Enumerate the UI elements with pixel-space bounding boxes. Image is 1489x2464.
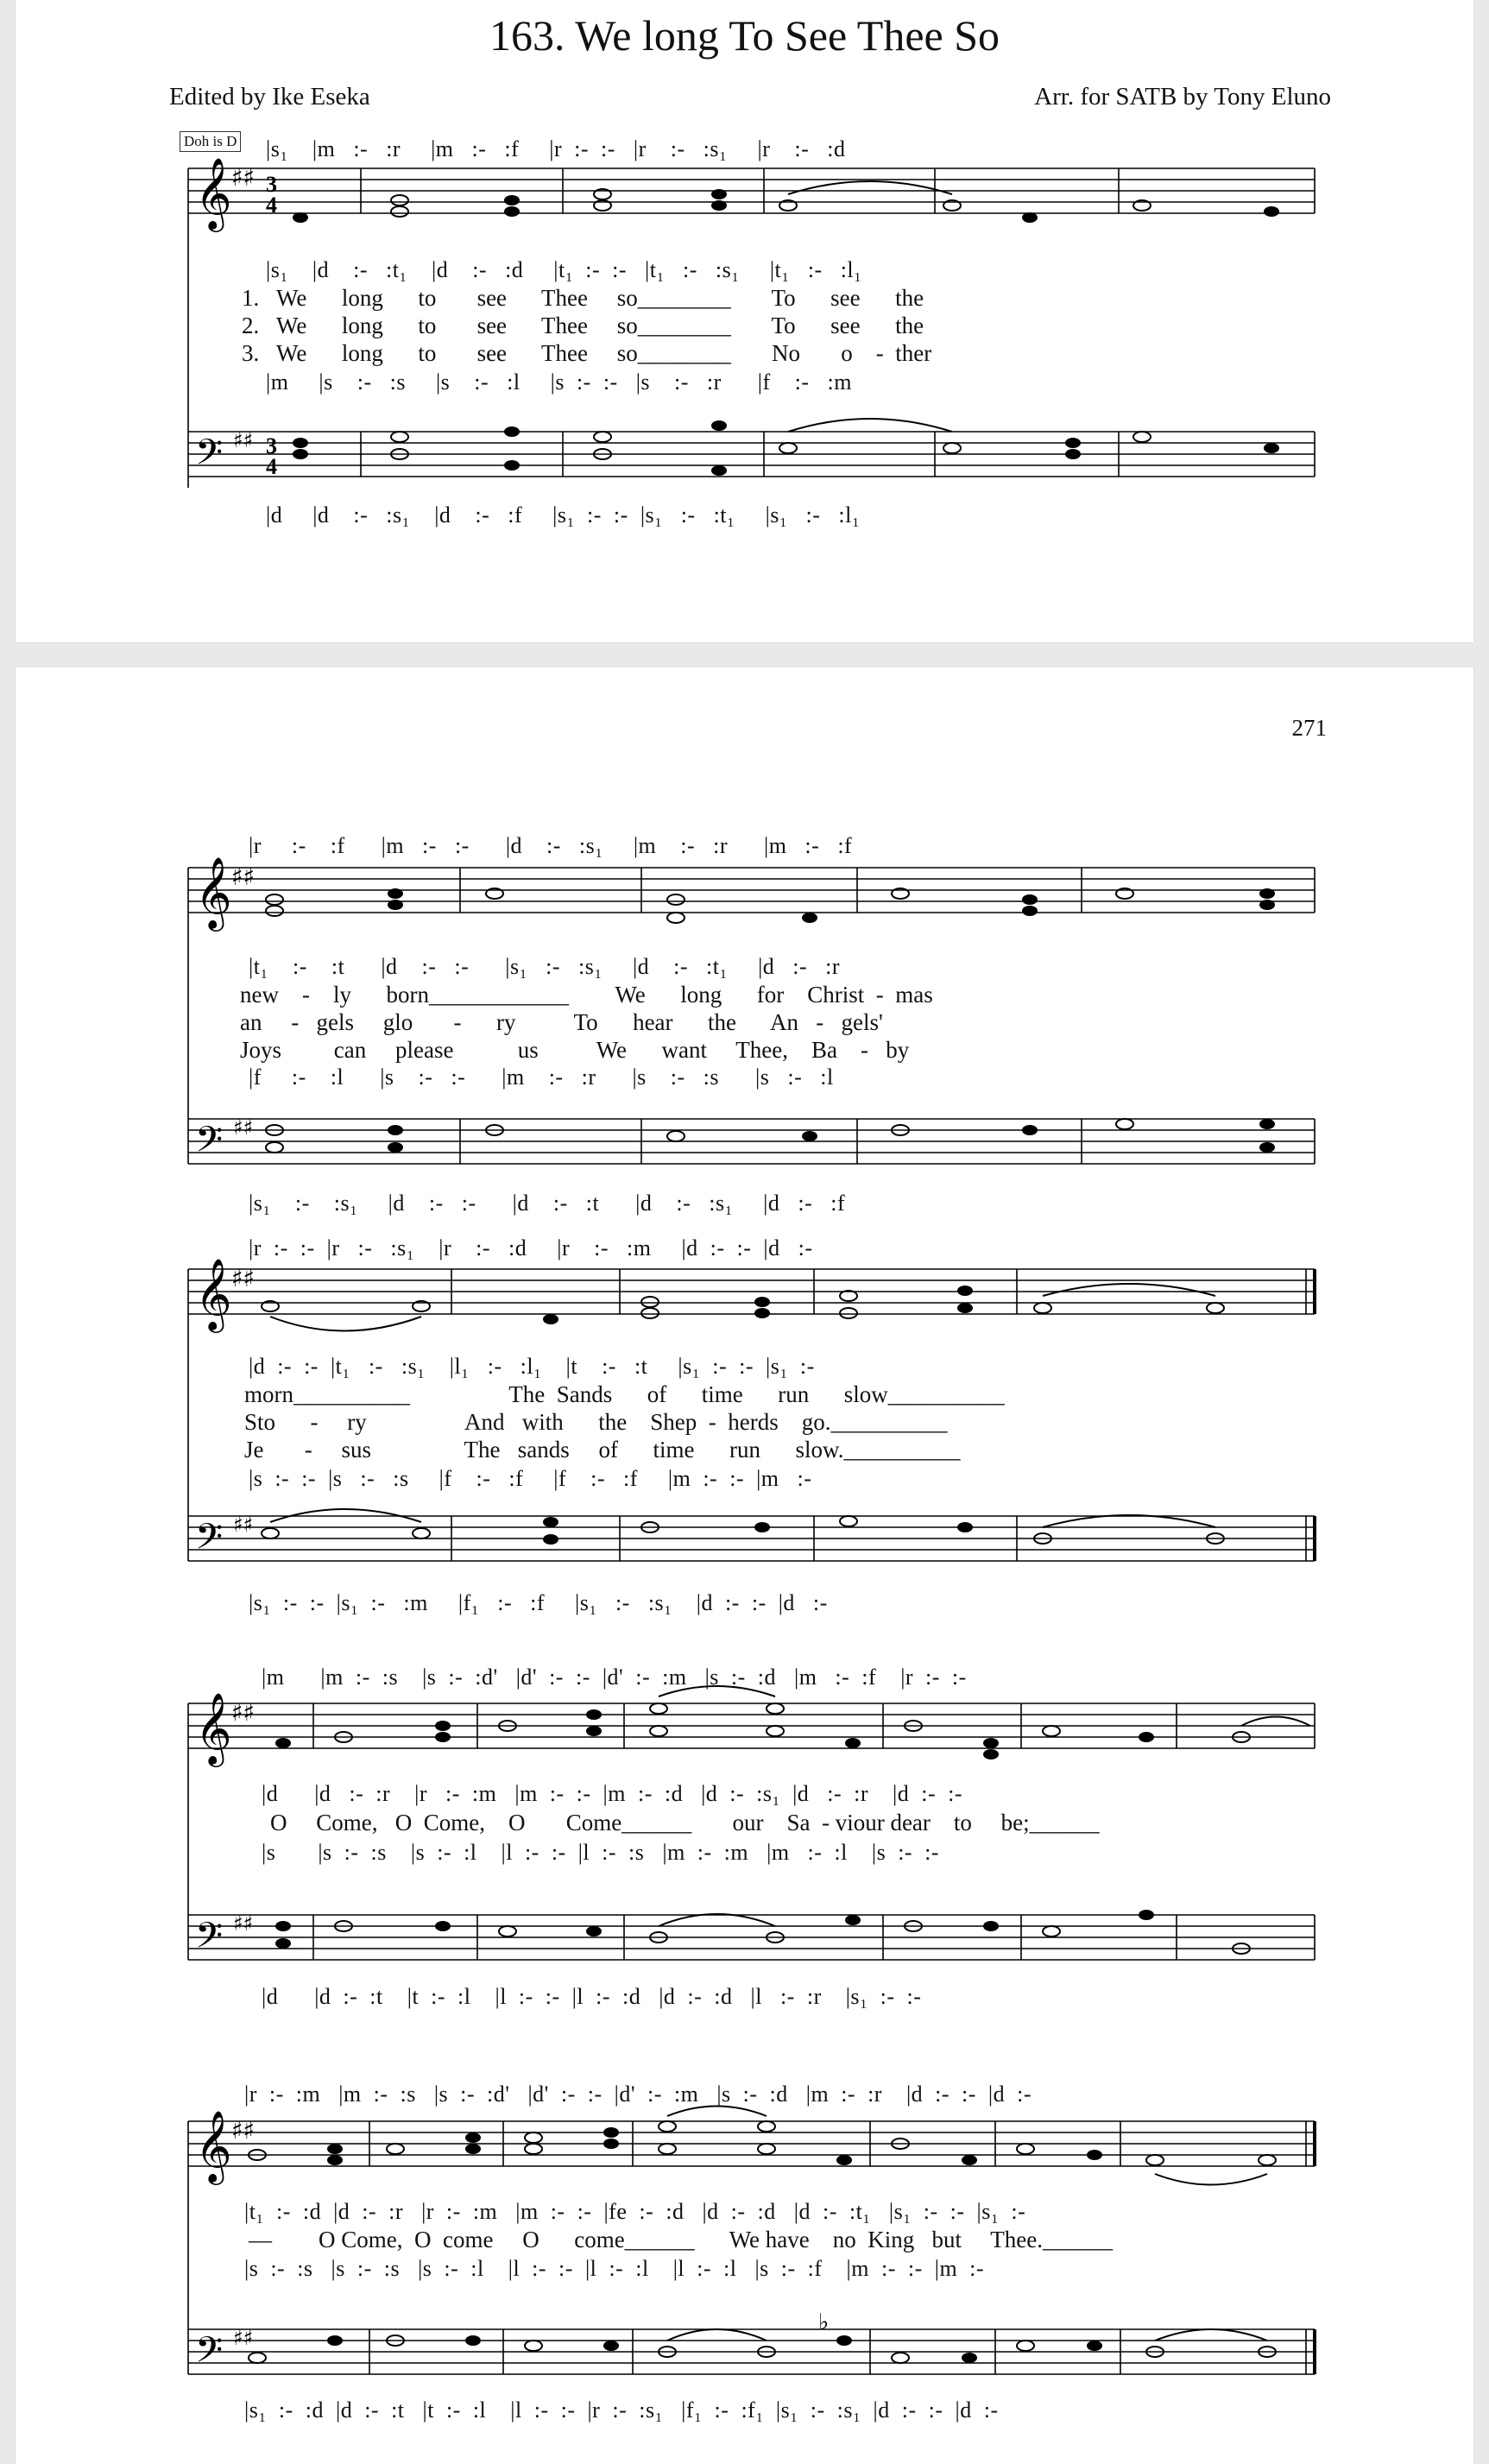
verse-2-lyrics: an - gels glo - ry To hear the An - gels' xyxy=(240,1009,883,1035)
svg-text:3: 3 xyxy=(266,172,277,197)
svg-text:3: 3 xyxy=(266,433,277,458)
bass-key-sharps-icon: ♯♯ xyxy=(233,427,254,452)
bass-clef-icon: 𝄢 xyxy=(195,1516,224,1566)
verse-3-lyrics: 3. We long to see Thee so________ No o - ther xyxy=(242,340,932,366)
bass-staff-3 xyxy=(188,1516,1315,1561)
svg-text:4: 4 xyxy=(266,454,277,479)
verse-1-lyrics: new - ly born____________ We long for Christ - mas xyxy=(240,982,933,1008)
key-sharps-icon: ♯♯ xyxy=(231,1264,256,1292)
alto-solfa: |t₁ :- :t |d :- :- |s₁ :- :s₁ |d :- :t₁ |d :- :r xyxy=(249,954,841,979)
bass-solfa: |s₁ :- :s₁ |d :- :- |d :- :t |d :- :s₁ |d :- :f xyxy=(249,1191,846,1216)
score-page-2 xyxy=(16,667,1473,2464)
treble-clef-icon: 𝄞 xyxy=(195,1691,232,1764)
tenor-solfa: |f :- :l |s :- :- |m :- :r |s :- :s |s :- :l xyxy=(249,1065,834,1090)
verse-3-lyrics: Je - sus The sands of time run slow.__________ xyxy=(244,1437,961,1463)
editor-credit: Edited by Ike Eseka xyxy=(169,83,370,111)
alto-solfa: |s₁ |d :- :t₁ |d :- :d |t₁ :- :- |t₁ :- :s₁ |t₁ :- :l₁ xyxy=(266,257,862,282)
soprano-solfa: |r :- :f |m :- :- |d :- :s₁ |m :- :r |m :- :f xyxy=(249,833,853,858)
bass-solfa: |s₁ :- :- |s₁ :- :m |f₁ :- :f |s₁ :- :s₁ |d :- :- |d :- xyxy=(249,1590,828,1615)
key-signature-box: Doh is D xyxy=(180,131,241,152)
bass-key-sharps-icon: ♯♯ xyxy=(233,1115,254,1140)
alto-solfa: |d |d :- :r |r :- :m |m :- :- |m :- :d |d :- :s₁ |d :- :r |d :- :- xyxy=(262,1781,963,1806)
verse-2-lyrics: Sto - ry And with the Shep - herds go.__________ xyxy=(244,1409,948,1435)
verse-1-lyrics: morn__________ The Sands of time run slow__________ xyxy=(244,1381,1005,1407)
bass-solfa: |s₁ :- :d |d :- :t |t :- :l |l :- :- |r :- :s₁ |f₁ :- :f₁ |s₁ :- :s₁ |d :- :- |d :- xyxy=(244,2398,999,2423)
key-sharps-icon: ♯♯ xyxy=(231,1698,256,1727)
bass-staff-4 xyxy=(188,1915,1315,1960)
page-number: 271 xyxy=(1291,715,1327,741)
bass-solfa: |d |d :- :t |t :- :l |l :- :- |l :- :d |d :- :d |l :- :r |s₁ :- :- xyxy=(262,1984,922,2009)
bass-key-sharps-icon: ♯♯ xyxy=(233,2325,254,2350)
bass-solfa: |d |d :- :s₁ |d :- :f |s₁ :- :- |s₁ :- :t₁ |s₁ :- :l₁ xyxy=(266,502,861,528)
treble-clef-icon: 𝄞 xyxy=(195,1257,232,1330)
bass-staff xyxy=(188,432,1315,477)
soprano-solfa: |r :- :m |m :- :s |s :- :d' |d' :- :- |d' :- :m |s :- :d |m :- :r |d :- :- |d :- xyxy=(244,2082,1032,2107)
tenor-solfa: |m |s :- :s |s :- :l |s :- :- |s :- :r |f :- :m xyxy=(266,370,852,395)
bass-clef-icon: 𝄢 xyxy=(195,1915,224,1965)
bass-key-sharps-icon: ♯♯ xyxy=(233,1512,254,1537)
hymn-title: 163. We long To See Thee So xyxy=(489,11,1000,60)
verse-3-lyrics: Joys can please us We want Thee, Ba - by xyxy=(240,1037,910,1063)
key-sharps-icon: ♯♯ xyxy=(231,2116,256,2145)
bass-clef-icon: 𝄢 xyxy=(195,432,224,482)
tenor-solfa: |s :- :- |s :- :s |f :- :f |f :- :f |m :- :- |m :- xyxy=(249,1466,812,1491)
bass-clef-icon: 𝄢 xyxy=(195,2329,224,2379)
chorus-lyrics: — O Come, O come O come______ We have no King but Thee.______ xyxy=(249,2227,1113,2252)
soprano-solfa: |r :- :- |r :- :s₁ |r :- :d |r :- :m |d :- :- |d :- xyxy=(249,1235,813,1260)
alto-solfa: |t₁ :- :d |d :- :r |r :- :m |m :- :- |fe :- :d |d :- :d |d :- :t₁ |s₁ :- :- |s₁ :- xyxy=(244,2199,1026,2224)
verse-1-lyrics: 1. We long to see Thee so________ To see the xyxy=(242,285,924,311)
soprano-solfa: |m |m :- :s |s :- :d' |d' :- :- |d' :- :m |s :- :d |m :- :f |r :- :- xyxy=(262,1665,967,1690)
bass-notes xyxy=(293,419,1279,476)
tenor-solfa: |s :- :s |s :- :s |s :- :l |l :- :- |l :- :l |l :- :l |s :- :f |m :- :- |m :- xyxy=(244,2256,985,2281)
bass-clef-icon: 𝄢 xyxy=(195,1119,224,1169)
soprano-solfa: |s₁ |m :- :r |m :- :f |r :- :- |r :- :s₁ |r :- :d xyxy=(266,136,846,161)
tenor-solfa: |s |s :- :s |s :- :l |l :- :- |l :- :s |m :- :m |m :- :l |s :- :- xyxy=(262,1840,939,1865)
treble-clef-icon: 𝄞 xyxy=(195,856,232,928)
verse-2-lyrics: 2. We long to see Thee so________ To see the xyxy=(242,313,924,338)
score-page-1 xyxy=(16,0,1473,642)
alto-solfa: |d :- :- |t₁ :- :s₁ |l₁ :- :l₁ |t :- :t |s₁ :- :- |s₁ :- xyxy=(249,1354,815,1379)
key-sharps-icon: ♯♯ xyxy=(231,862,256,891)
treble-clef-icon: 𝄞 xyxy=(195,2109,232,2182)
key-sharps-icon: ♯♯ xyxy=(231,163,256,192)
bass-key-sharps-icon: ♯♯ xyxy=(233,1911,254,1936)
svg-text:4: 4 xyxy=(266,193,277,218)
chorus-lyrics: O Come, O Come, O Come______ our Sa - viour dear to be;______ xyxy=(270,1810,1100,1835)
treble-clef-icon: 𝄞 xyxy=(195,156,232,229)
bass-staff xyxy=(188,1119,1315,1164)
staff-system-2 xyxy=(16,667,1473,2464)
arranger-credit: Arr. for SATB by Tony Eluno xyxy=(1034,83,1331,111)
flat-icon: ♭ xyxy=(818,2309,830,2335)
